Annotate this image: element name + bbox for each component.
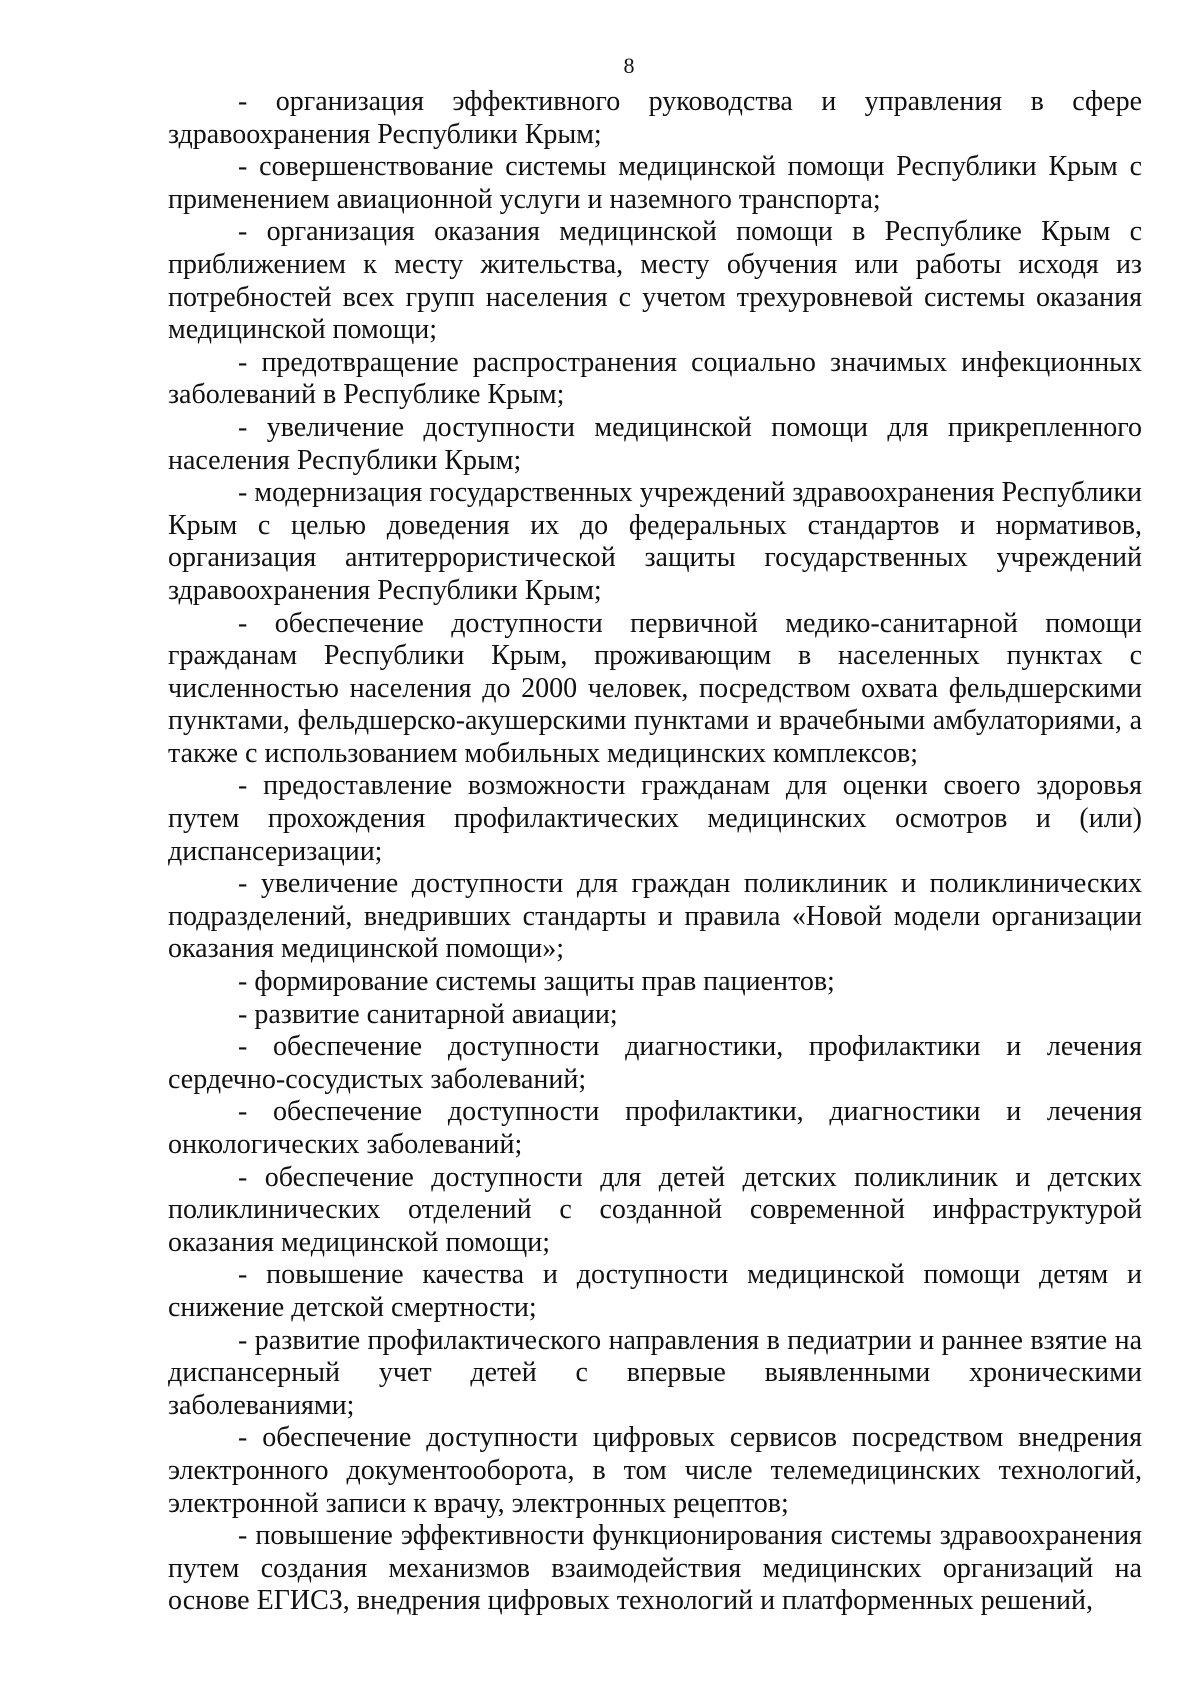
list-item: - повышение качества и доступности медицинской помощи детям и снижение детской смертности; <box>168 1259 1142 1323</box>
list-item: - обеспечение доступности диагностики, профилактики и лечения сердечно-сосудистых заболеваний; <box>168 1031 1142 1095</box>
list-item: - развитие санитарной авиации; <box>238 998 618 1030</box>
list-item: - формирование системы защиты прав пациентов; <box>238 966 835 998</box>
list-item: - предоставление возможности гражданам для оценки своего здоровья путем прохождения профилактических медицинских осмотров и (или) диспансеризации; <box>168 770 1142 867</box>
list-item: - предотвращение распространения социально значимых инфекционных заболеваний в Республике Крым; <box>168 346 1142 411</box>
page-number: 8 <box>623 53 635 78</box>
list-item: - развитие профилактического направления в педиатрии и раннее взятие на диспансерный учет детей с впервые выявленными хроническими заболеваниями; <box>168 1324 1142 1421</box>
list-item: - увеличение доступности для граждан поликлиник и поликлинических подразделений, внедривших стандарты и правила «Новой модели организации оказания медицинской помощи»; <box>168 868 1142 965</box>
list-item: - обеспечение доступности профилактики, диагностики и лечения онкологических заболеваний; <box>168 1096 1142 1160</box>
list-item: - обеспечение доступности цифровых сервисов посредством внедрения электронного документооборота, в том числе телемедицинских технологий, электронной записи к врачу, электронных рецептов; <box>168 1422 1142 1519</box>
document-body <box>168 86 1142 1618</box>
list-item: - организация эффективного руководства и управления в сфере здравоохранения Республики Крым; <box>168 86 1142 150</box>
list-item: - увеличение доступности медицинской помощи для прикрепленного населения Республики Крым; <box>168 411 1142 476</box>
list-item: - обеспечение доступности для детей детских поликлиник и детских поликлинических отделений с созданной современной инфраструктурой оказания медицинской помощи; <box>168 1161 1142 1258</box>
list-item: - модернизация государственных учреждений здравоохранения Республики Крым с целью доведения их до федеральных стандартов и нормативов, организация антитеррористической защиты государственных учреждений здравоохранения Республики Крым; <box>168 477 1142 606</box>
list-item: - организация оказания медицинской помощи в Республике Крым с приближением к месту жительства, месту обучения или работы исходя из потребностей всех групп населения с учетом трехуровневой системы оказания медицинской помощи; <box>168 216 1142 346</box>
list-item: - повышение эффективности функционирования системы здравоохранения путем создания механизмов взаимодействия медицинских организаций на основе ЕГИСЗ, внедрения цифровых технологий и платформенных решений, <box>168 1520 1142 1617</box>
list-item: - обеспечение доступности первичной медико-санитарной помощи гражданам Республики Крым, проживающим в населенных пунктах с численностью населения до 2000 человек, посредством охвата фельдшерскими пунктами, фельдшерско-акушерскими пунктами и врачебными амбулаториями, а также с использованием мобильных медицинских комплексов; <box>168 607 1142 769</box>
list-item: - совершенствование системы медицинской помощи Республики Крым с применением авиационной услуги и наземного транспорта; <box>168 151 1142 215</box>
